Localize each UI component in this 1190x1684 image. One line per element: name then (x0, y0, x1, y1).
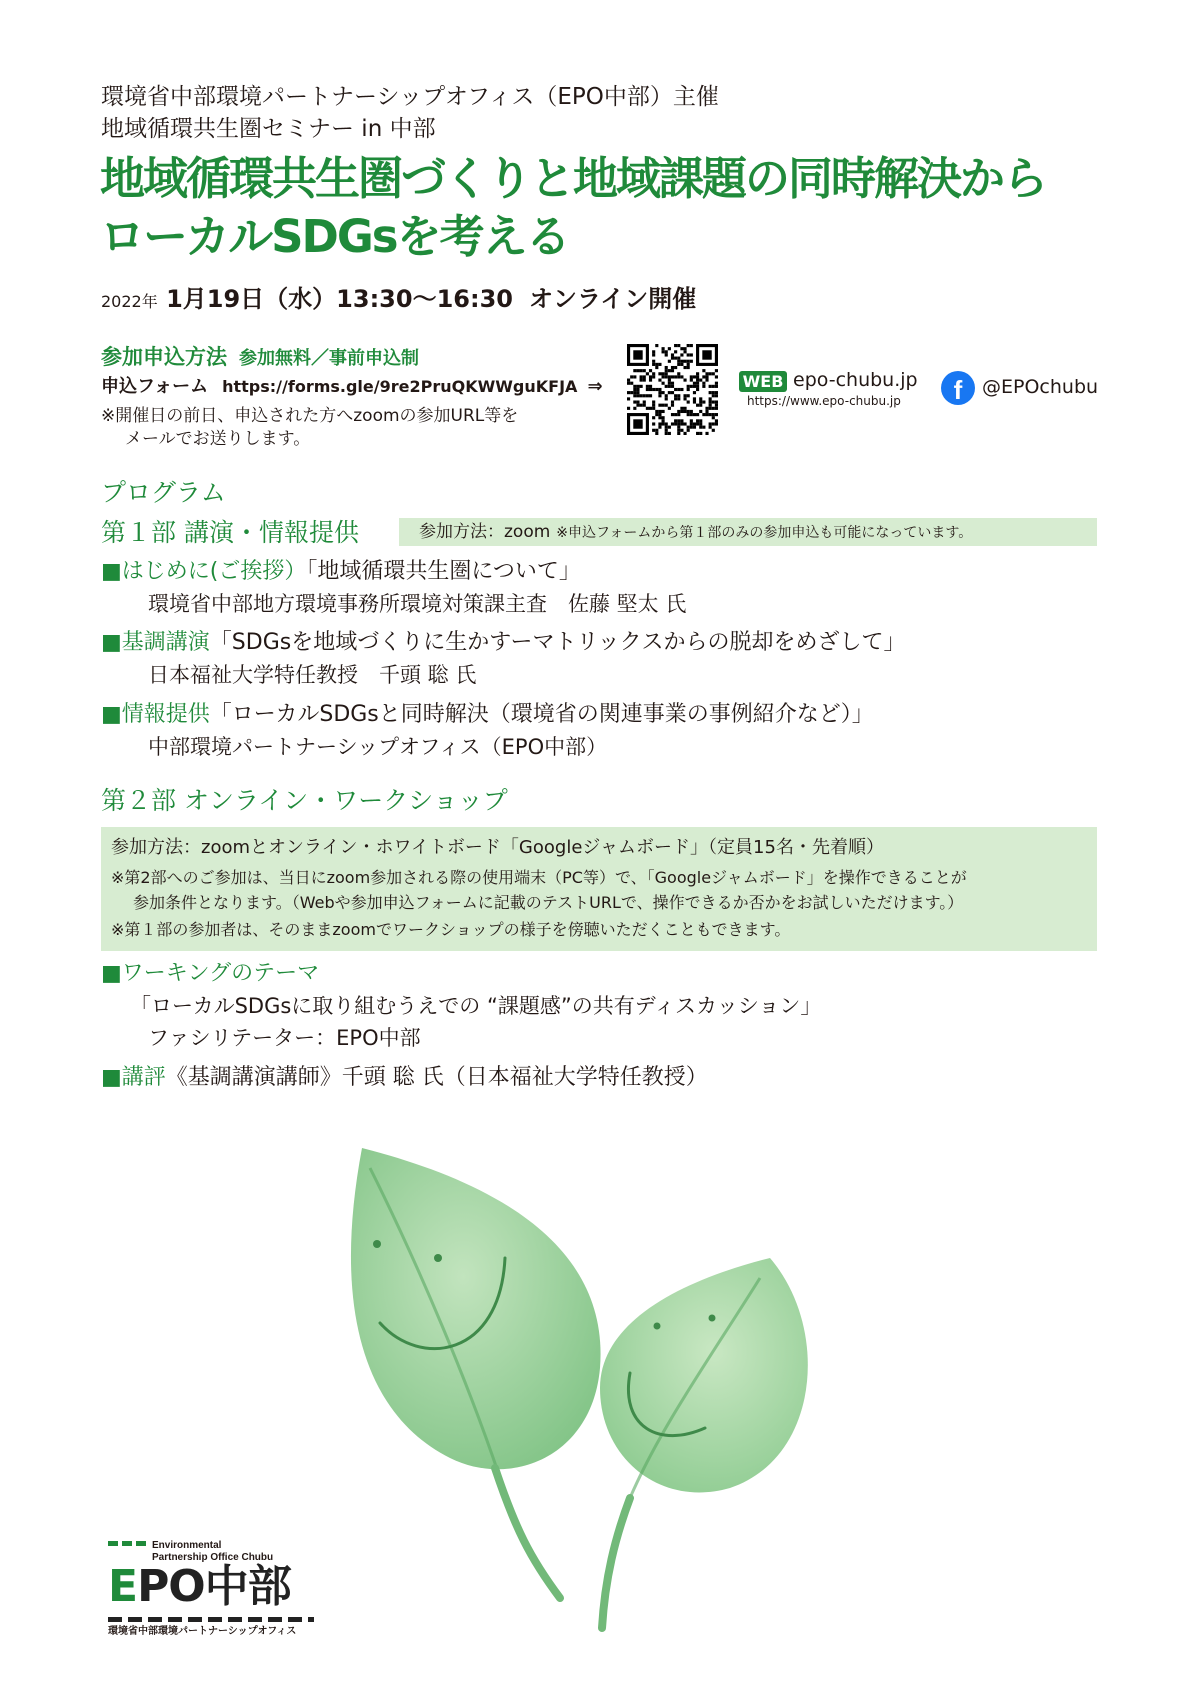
program-item-greeting (101, 557, 581, 587)
part1-method: 参加方法：zoom (419, 522, 551, 542)
apply-subheading: 参加無料／事前申込制 (239, 348, 419, 369)
part2-method: 参加方法：zoomとオンライン・ホワイトボード「Googleジャムボード」（定員15名・先着順） (111, 837, 884, 858)
program-item-speaker: 環境省中部地方環境事務所環境対策課主査 佐藤 堅太 氏 (148, 592, 687, 616)
program-item-tag: ■講評 (101, 1065, 166, 1090)
website-domain-link[interactable]: epo-chubu.jp (793, 369, 918, 391)
website-url-link[interactable]: https://www.epo-chubu.jp (747, 394, 901, 408)
program-item-tag: ■基調講演 (101, 630, 210, 655)
program-item-info (101, 700, 874, 730)
part2-condition-line2: 参加条件となります。（Webや参加申込フォームに記載のテストURLで、操作できるか否かをお試しいただけます。） (133, 893, 964, 912)
apply-note-line2: メールでお送りします。 (125, 429, 311, 449)
program-item-speaker: 中部環境パートナーシップオフィス（EPO中部） (148, 735, 608, 759)
workshop-facilitator: ファシリテーター：EPO中部 (148, 1026, 421, 1050)
web-badge-icon: WEB (739, 371, 787, 392)
event-format: オンライン開催 (528, 285, 697, 313)
part2-heading: 第２部 オンライン・ワークショップ (101, 786, 508, 815)
program-item-tag: ■はじめに(ご挨拶） (101, 559, 307, 584)
review-text: 《基調講演講師》千頭 聡 氏（日本福祉大学特任教授） (165, 1065, 708, 1090)
program-label: プログラム (101, 478, 226, 507)
apply-note-line1: ※開催日の前日、申込された方へzoomの参加URL等を (101, 406, 519, 426)
part1-heading: 第１部 講演・情報提供 (101, 518, 359, 547)
part1-method-note: ※申込フォームから第１部のみの参加申込も可能になっています。 (556, 525, 973, 541)
program-item-title: 「地域循環共生圏について」 (306, 559, 581, 584)
logo-mark-rest: PO中部 (137, 1561, 291, 1612)
arrow-right-icon: ⇒ (587, 376, 603, 397)
review-item (101, 1063, 708, 1093)
part2-audit-note: ※第１部の参加者は、そのままzoomでワークショップの様子を傍聴いただくこともできます。 (111, 920, 791, 939)
facebook-icon[interactable]: f (941, 371, 975, 405)
smiling-leaves-illustration (330, 1128, 860, 1648)
epo-chubu-logo (108, 1563, 291, 1611)
logo-dash-accent (108, 1541, 148, 1546)
qr-code-icon[interactable] (627, 344, 718, 435)
seminar-series: 地域循環共生圏セミナー in 中部 (101, 116, 436, 142)
event-datetime (101, 284, 696, 317)
logo-tagline-line1: Environmental (152, 1540, 222, 1551)
page-title-line2: ローカルSDGsを考える (100, 210, 569, 263)
event-year: 2022年 (101, 292, 158, 311)
facebook-handle-link[interactable]: @EPOchubu (982, 376, 1099, 398)
right-leaf (600, 1258, 808, 1628)
logo-mark-e: E (108, 1561, 138, 1612)
apply-heading-label: 参加申込方法 (101, 345, 227, 369)
program-item-speaker: 日本福祉大学特任教授 千頭 聡 氏 (148, 663, 477, 687)
apply-form-link[interactable]: https://forms.gle/9re2PruQKWWguKFJA (222, 377, 578, 396)
event-date-time: 1月19日（水）13:30～16:30 (157, 285, 513, 313)
program-item-keynote (101, 628, 905, 658)
program-item-tag: ■情報提供 (101, 702, 210, 727)
program-item-tag: ■ワーキングのテーマ (101, 961, 320, 986)
apply-form-line (101, 374, 603, 400)
workshop-theme-tag (101, 959, 319, 989)
logo-caption: 環境省中部環境パートナーシップオフィス (108, 1626, 297, 1637)
organizer-line: 環境省中部環境パートナーシップオフィス（EPO中部）主催 (101, 84, 719, 110)
workshop-theme-title: 「ローカルSDGsに取り組むうえでの “課題感”の共有ディスカッション」 (130, 994, 822, 1018)
logo-dash-line (108, 1617, 314, 1622)
logo-tagline-line2: Partnership Office Chubu (152, 1552, 274, 1563)
part2-condition-line1: ※第2部へのご参加は、当日にzoom参加される際の使用端末（PC等）で、「Googleジャムボード」を操作できることが (111, 868, 967, 887)
program-item-title: 「SDGsを地域づくりに生かすーマトリックスからの脱却をめざして」 (209, 630, 906, 655)
left-leaf (351, 1148, 601, 1598)
apply-heading (101, 343, 419, 373)
part1-method-box (399, 518, 1097, 546)
apply-form-label: 申込フォーム (101, 376, 209, 397)
page-title-line1: 地域循環共生圏づくりと地域課題の同時解決から (100, 152, 1047, 205)
program-item-title: 「ローカルSDGsと同時解決（環境省の関連事業の事例紹介など）」 (209, 702, 874, 727)
